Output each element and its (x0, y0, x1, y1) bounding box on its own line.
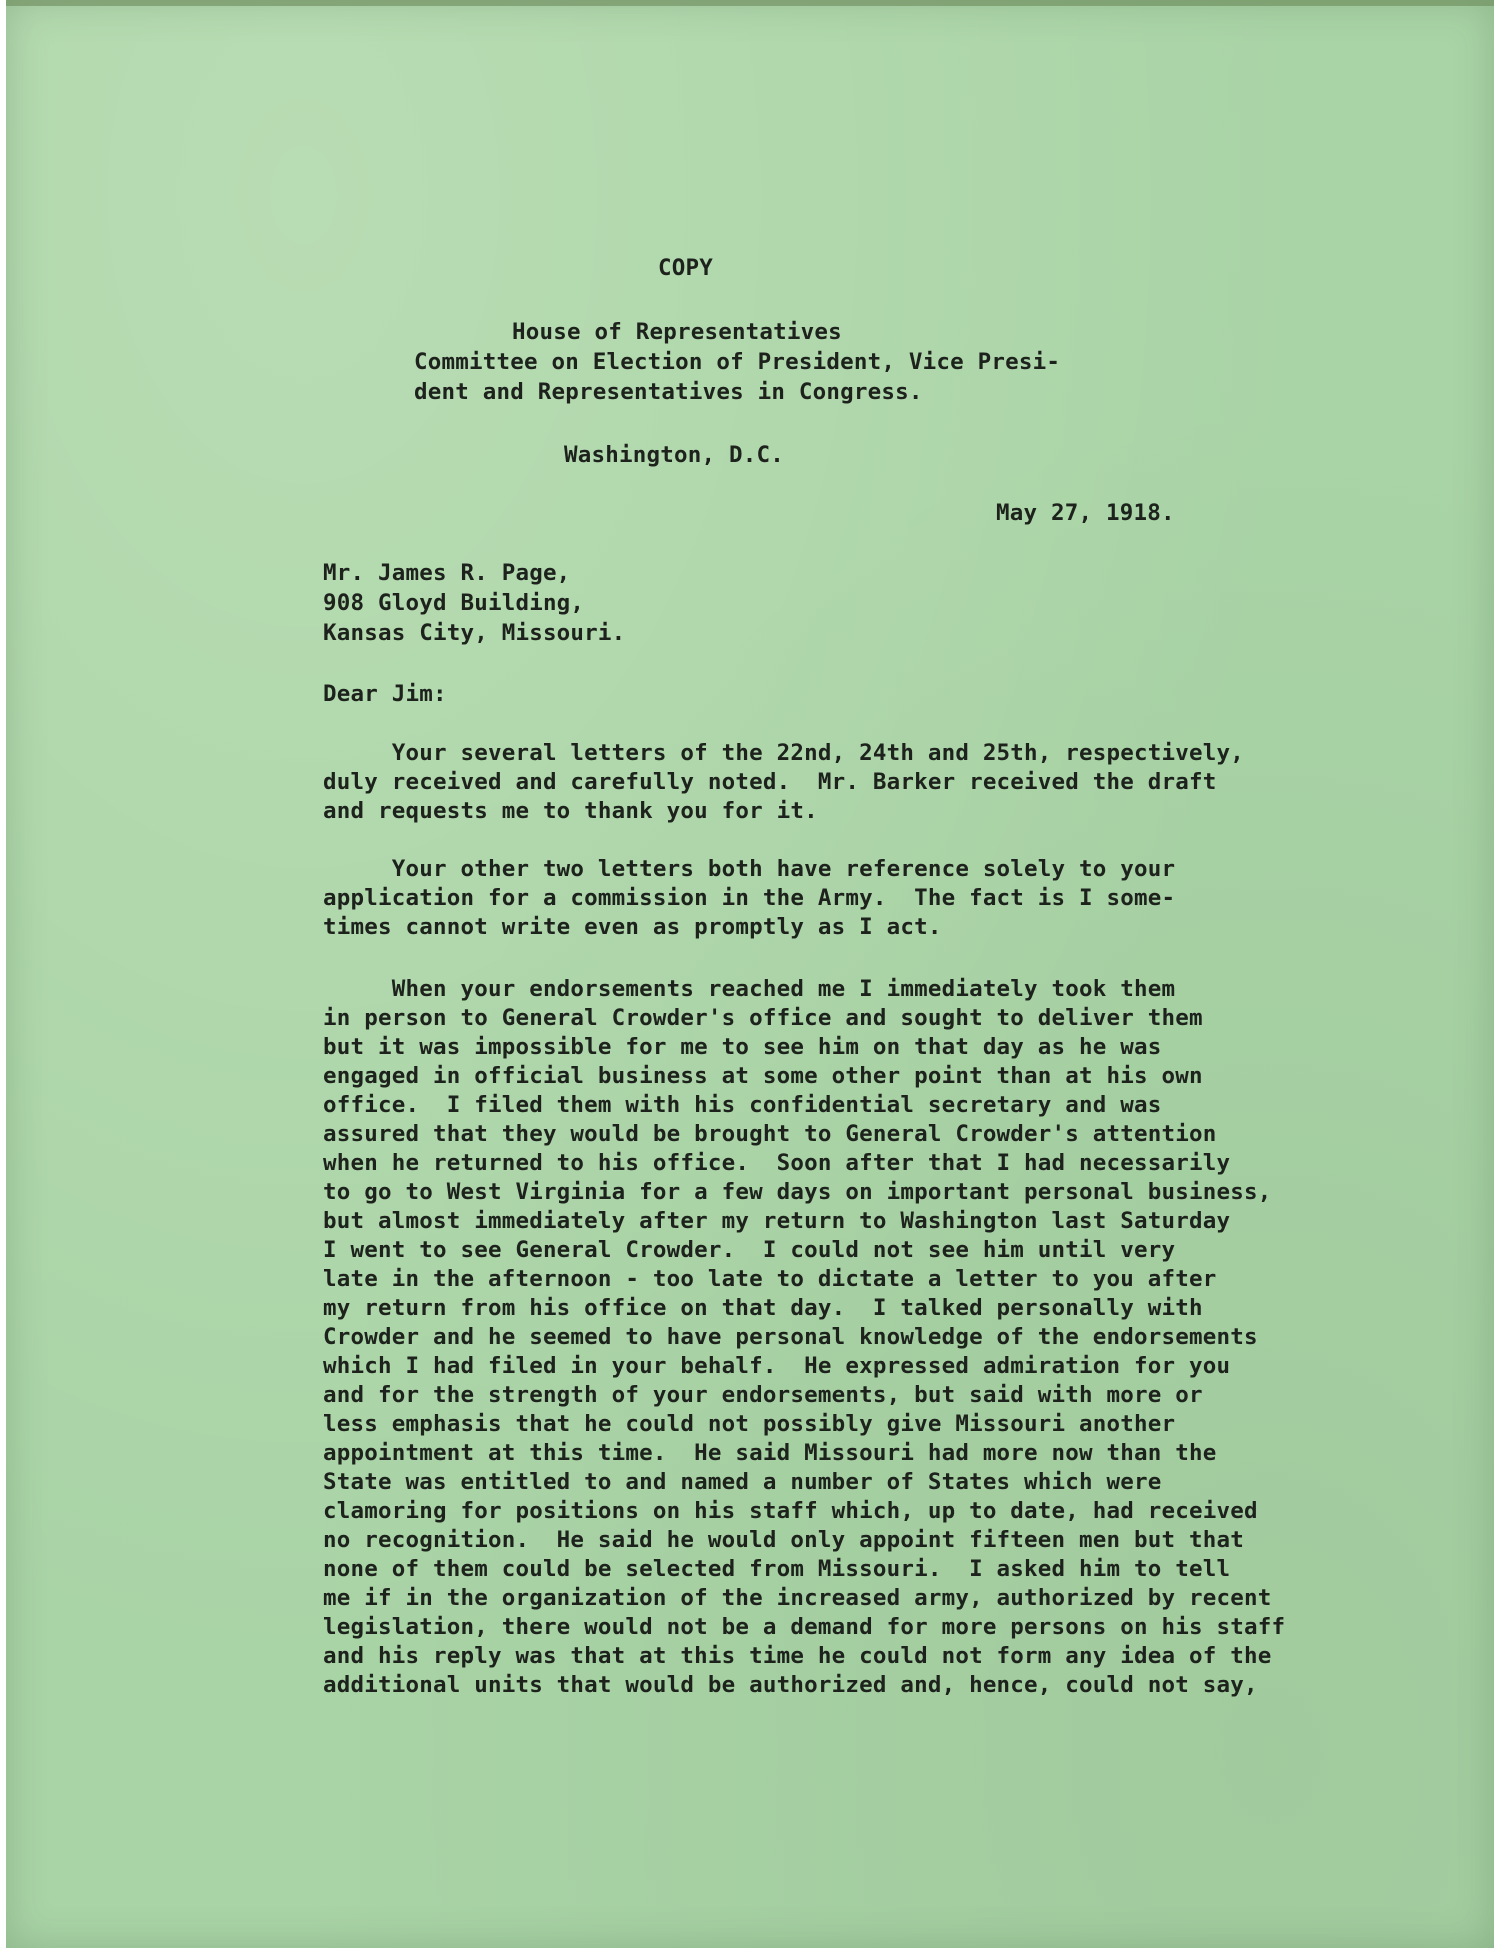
paragraph-line: me if in the organization of the increased army, authorized by recent (323, 1585, 1272, 1611)
paragraph-line: application for a commission in the Army. The fact is I some- (323, 885, 1176, 911)
paragraph-line: When your endorsements reached me I immediately took them (323, 976, 1176, 1002)
header-line-3: dent and Representatives in Congress. (414, 379, 923, 405)
paragraph-line: duly received and carefully noted. Mr. Barker received the draft (323, 769, 1217, 795)
paragraph-line: in person to General Crowder's office and sought to deliver them (323, 1005, 1203, 1031)
paragraph-line: to go to West Virginia for a few days on important personal business, (323, 1179, 1272, 1205)
paragraph-line: legislation, there would not be a demand for more persons on his staff (323, 1614, 1286, 1640)
paragraph-line: none of them could be selected from Missouri. I asked him to tell (323, 1556, 1231, 1582)
paragraph-line: I went to see General Crowder. I could not see him until very (323, 1237, 1176, 1263)
paragraph-line: clamoring for positions on his staff which, up to date, had received (323, 1498, 1258, 1524)
paragraph-line: and requests me to thank you for it. (323, 798, 818, 824)
paragraph-line: Your other two letters both have reference solely to your (323, 856, 1176, 882)
paragraph-line: State was entitled to and named a number of States which were (323, 1469, 1162, 1495)
date: May 27, 1918. (996, 500, 1175, 526)
recipient-city: Kansas City, Missouri. (323, 620, 626, 646)
paragraph-line: late in the afternoon - too late to dictate a letter to you after (323, 1266, 1217, 1292)
salutation: Dear Jim: (323, 681, 447, 707)
location: Washington, D.C. (564, 442, 784, 468)
paragraph-line: appointment at this time. He said Missouri had more now than the (323, 1440, 1217, 1466)
paragraph-line: which I had filed in your behalf. He expressed admiration for you (323, 1353, 1231, 1379)
paragraph-line: engaged in official business at some other point than at his own (323, 1063, 1203, 1089)
header-line-1: House of Representatives (512, 319, 842, 345)
recipient-address: 908 Gloyd Building, (323, 590, 585, 616)
copy-label: COPY (658, 255, 713, 281)
paragraph-line: and for the strength of your endorsements, but said with more or (323, 1382, 1203, 1408)
paragraph-line: Your several letters of the 22nd, 24th and 25th, respectively, (323, 740, 1244, 766)
letter-sheet (6, 0, 1494, 1948)
paragraph-line: when he returned to his office. Soon after that I had necessarily (323, 1150, 1231, 1176)
paragraph-line: less emphasis that he could not possibly give Missouri another (323, 1411, 1176, 1437)
paragraph-line: no recognition. He said he would only appoint fifteen men but that (323, 1527, 1244, 1553)
paragraph-line: office. I filed them with his confidential secretary and was (323, 1092, 1162, 1118)
paragraph-line: times cannot write even as promptly as I act. (323, 914, 942, 940)
paragraph-line: but it was impossible for me to see him on that day as he was (323, 1034, 1162, 1060)
paragraph-line: Crowder and he seemed to have personal knowledge of the endorsements (323, 1324, 1258, 1350)
paragraph-line: assured that they would be brought to General Crowder's attention (323, 1121, 1217, 1147)
paragraph-line: but almost immediately after my return to Washington last Saturday (323, 1208, 1231, 1234)
paragraph-line: and his reply was that at this time he could not form any idea of the (323, 1643, 1272, 1669)
paragraph-line: additional units that would be authorized and, hence, could not say, (323, 1672, 1258, 1698)
paper-edge (6, 0, 1494, 6)
recipient-name: Mr. James R. Page, (323, 560, 571, 586)
paragraph-line: my return from his office on that day. I talked personally with (323, 1295, 1203, 1321)
header-line-2: Committee on Election of President, Vice Presi- (414, 349, 1061, 375)
